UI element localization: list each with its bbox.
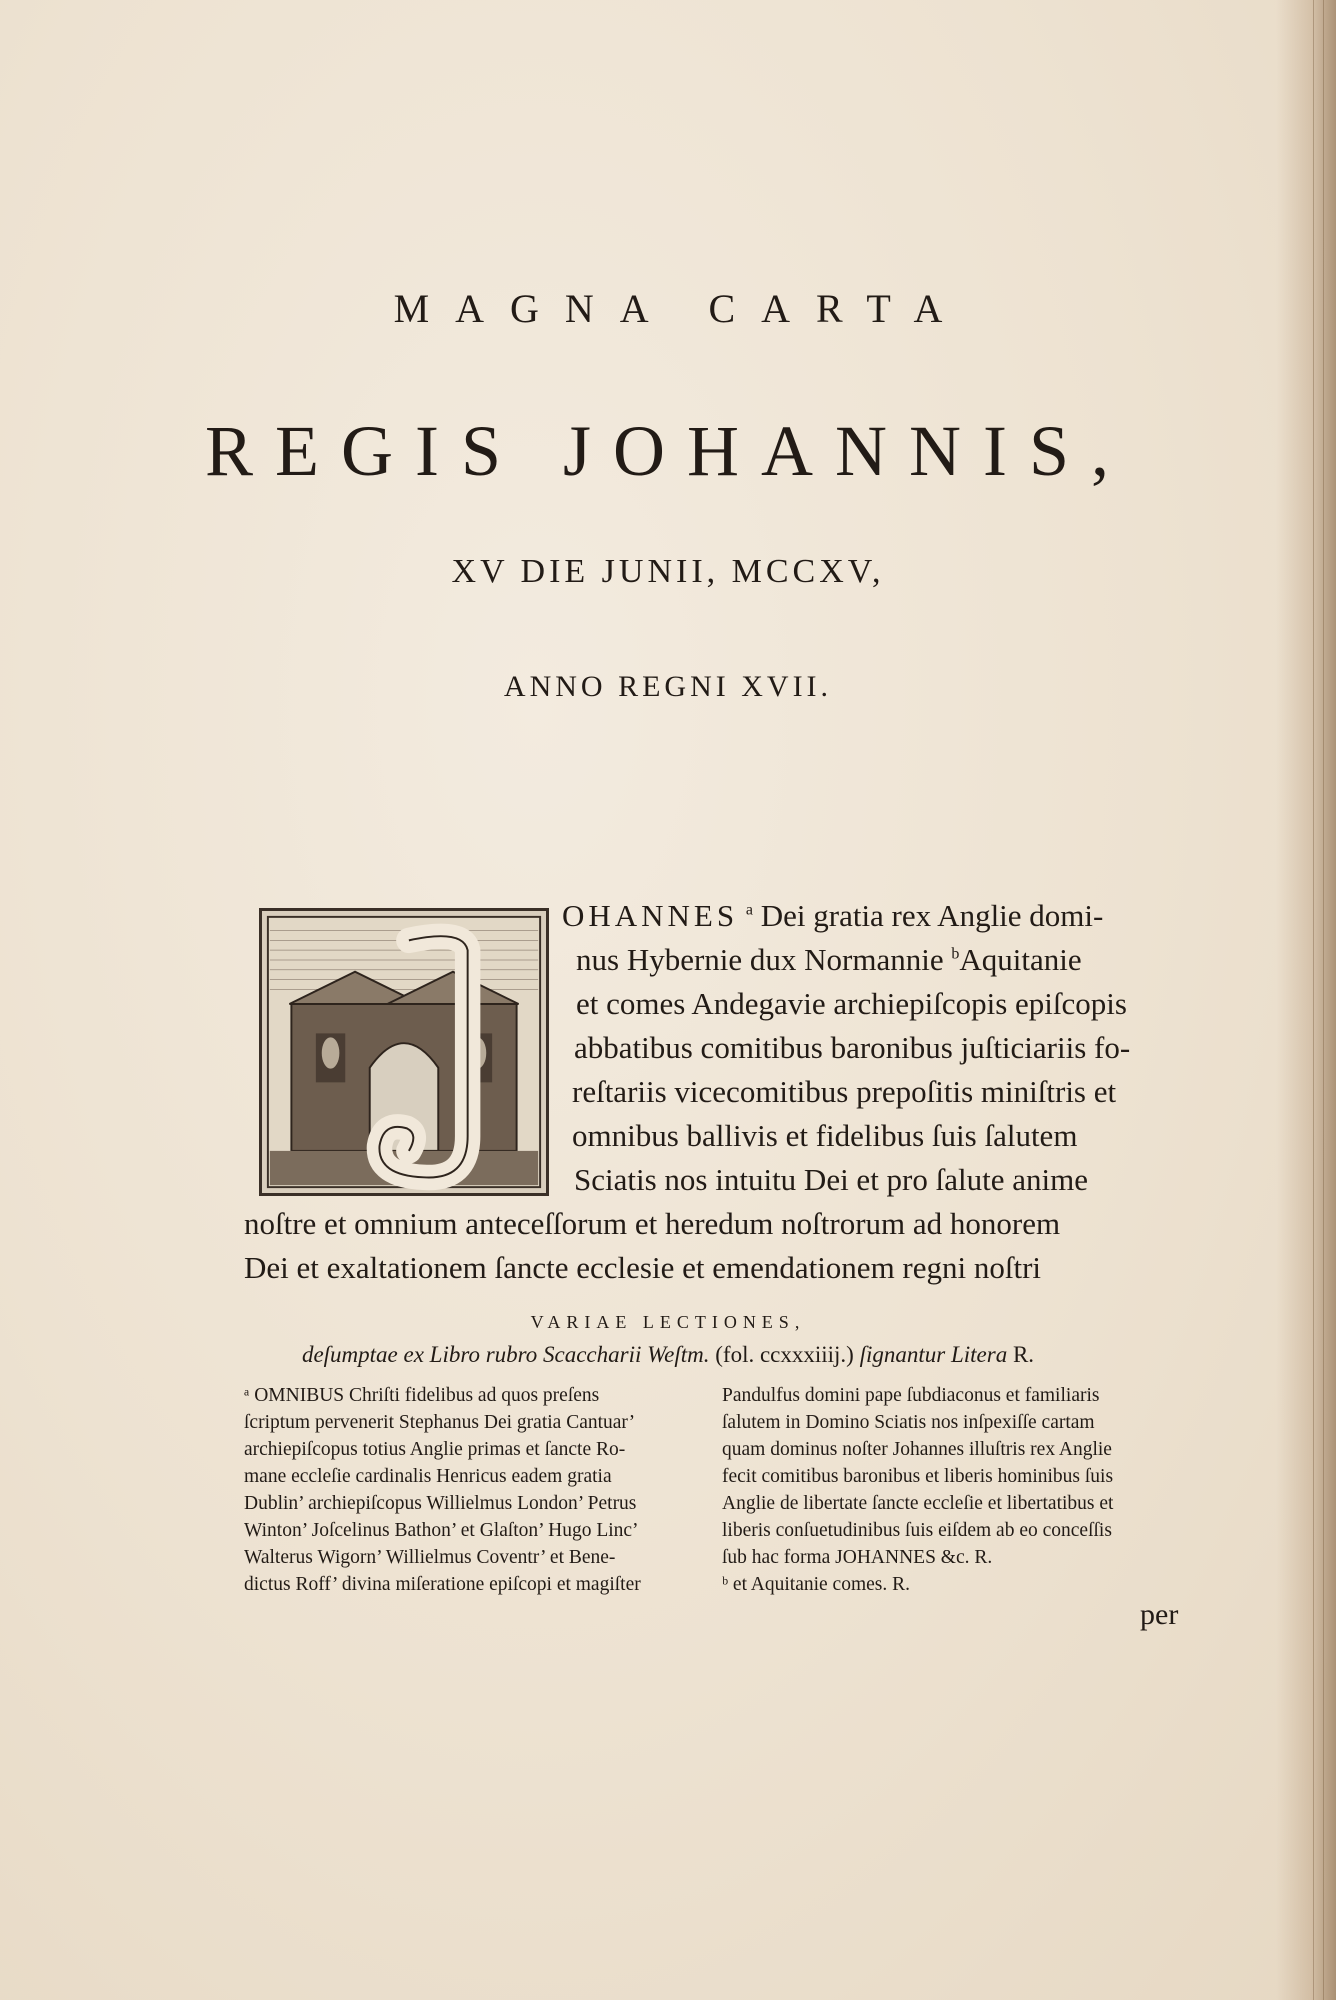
title-anno-regni: ANNO REGNI XVII.	[503, 670, 833, 703]
variae-lectiones-subheading	[0, 1342, 1336, 1368]
footnote-line: ſcriptum pervenerit Stephanus Dei gratia Cantuar’	[244, 1412, 636, 1433]
footnote-column-left	[244, 1382, 704, 1598]
footnote-line: ſalutem in Domino Sciatis nos inſpexiſſe cartam	[722, 1412, 1095, 1433]
sub-italic: deſumptae ex Libro rubro Scaccharii Weſtm.	[301, 1342, 710, 1367]
footnote-line: dictus Roff’ divina miſeratione epiſcopi et magiſter	[244, 1574, 641, 1595]
body-line	[562, 898, 1103, 934]
body-line: abbatibus comitibus baronibus juſticiariis fo-	[574, 1030, 1131, 1065]
footnote-line: mane eccleſie cardinalis Henricus eadem gratia	[244, 1466, 612, 1487]
catchword: per	[1140, 1598, 1179, 1631]
decorated-initial-j	[259, 908, 549, 1196]
note-marker-a: a	[745, 901, 753, 919]
sub-end: R.	[1012, 1342, 1035, 1367]
body-text: nus Hybernie dux Normannie	[576, 942, 944, 977]
sub-italic-2: ſignantur Litera	[859, 1342, 1008, 1367]
body-line: omnibus ballivis et fidelibus ſuis ſalutem	[572, 1118, 1078, 1153]
footnote-line: liberis conſuetudinibus ſuis eiſdem ab eo conceſſis	[722, 1520, 1112, 1541]
footnote-line: ᵃ OMNIBUS Chriſti fidelibus ad quos preſens	[244, 1385, 600, 1406]
footnote-line: Walterus Wigorn’ Willielmus Coventr’ et Bene-	[244, 1547, 616, 1568]
title-date: XV DIE JUNII, MCCXV,	[451, 553, 885, 590]
body-line: Dei et exaltationem ſancte ecclesie et emendationem regni noſtri	[244, 1250, 1042, 1285]
body-line: Sciatis nos intuitu Dei et pro ſalute anime	[574, 1162, 1088, 1197]
variae-lectiones-heading: VARIAE LECTIONES,	[530, 1312, 806, 1332]
sub-folio: (fol. ccxxxiiij.)	[715, 1342, 854, 1367]
footnote-line: Pandulfus domini pape ſubdiaconus et familiaris	[722, 1385, 1100, 1406]
body-line: et comes Andegavie archiepiſcopis epiſcopis	[576, 986, 1127, 1021]
first-word: OHANNES	[562, 898, 739, 933]
footnote-column-right	[722, 1382, 1182, 1598]
footnote-line: ſub hac forma JOHANNES &c. R.	[722, 1547, 993, 1568]
footnote-line: ᵇ et Aquitanie comes. R.	[722, 1574, 911, 1595]
engraved-arch-illustration	[262, 911, 546, 1193]
body-line: reſtariis vicecomitibus prepoſitis miniſtris et	[572, 1074, 1117, 1109]
body-line	[576, 942, 1082, 978]
body-text: Aquitanie	[959, 942, 1082, 977]
title-regis-johannis: REGIS JOHANNIS,	[204, 411, 1132, 491]
footnote-line: archiepiſcopus totius Anglie primas et ſancte Ro-	[244, 1439, 626, 1460]
note-marker-b: b	[951, 945, 960, 963]
title-magna-carta: MAGNA CARTA	[393, 286, 969, 331]
footnote-line: Dublin’ archiepiſcopus Willielmus London’ Petrus	[244, 1493, 637, 1514]
footnote-line: quam dominus noſter Johannes illuſtris rex Anglie	[722, 1439, 1112, 1460]
footnote-line: fecit comitibus baronibus et liberis hominibus ſuis	[722, 1466, 1114, 1487]
footnote-line: Winton’ Joſcelinus Bathon’ et Glaſton’ Hugo Linc’	[244, 1520, 639, 1541]
footnote-line: Anglie de libertate ſancte eccleſie et libertatibus et	[722, 1493, 1114, 1514]
body-line: noſtre et omnium anteceſſorum et heredum noſtrorum ad honorem	[244, 1206, 1061, 1241]
body-text: Dei gratia rex Anglie domi-	[760, 898, 1104, 933]
